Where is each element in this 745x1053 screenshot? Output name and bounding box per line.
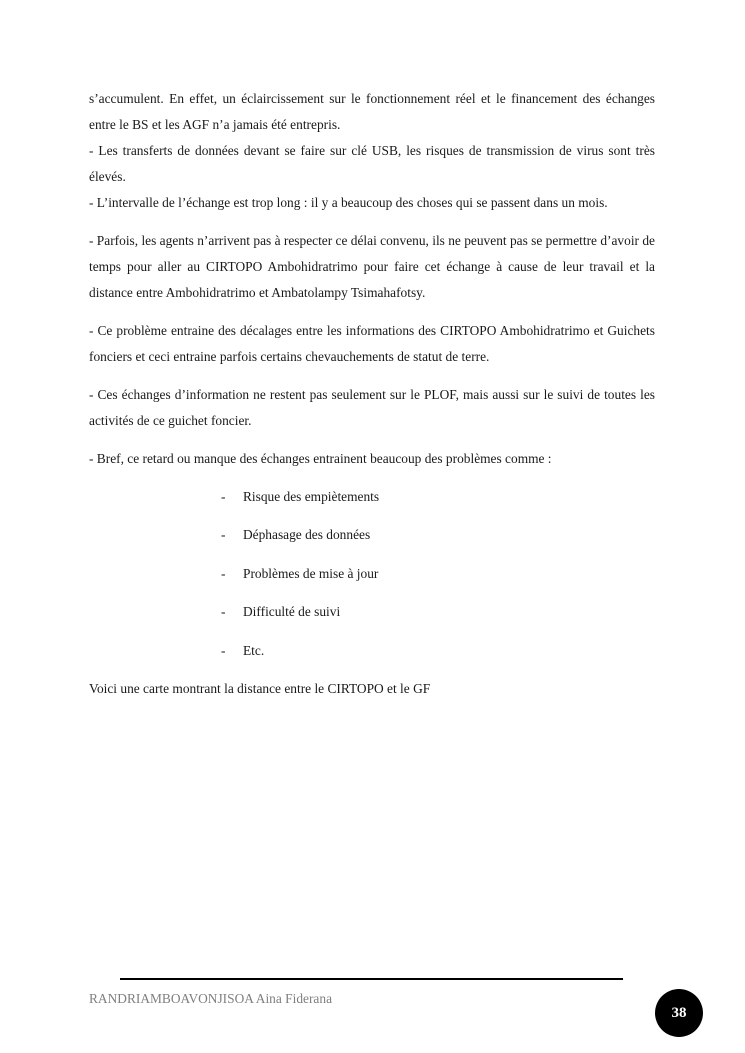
list-item: [89, 599, 655, 625]
paragraph-problems-intro: - Bref, ce retard ou manque des échanges entrainent beaucoup des problèmes comme :: [89, 451, 552, 466]
footer-author: RANDRIAMBOAVONJISOA Aina Fiderana: [89, 991, 333, 1006]
bullet-dash: -: [221, 604, 226, 620]
paragraph-information-gap: - Ce problème entraine des décalages entre les informations des CIRTOPO Ambohidratrimo et Guichets fonciers et ceci entraine parfois certains chevauchements de statut de terre.: [89, 323, 655, 364]
list-item-text: Etc.: [243, 642, 265, 658]
list-item-text: Difficulté de suivi: [243, 604, 341, 620]
closing-sentence: Voici une carte montrant la distance entre le CIRTOPO et le GF: [89, 680, 431, 696]
paragraph-intro: s’accumulent. En effet, un éclaircissement sur le fonctionnement réel et le financement des échanges entre le BS et les AGF n’a jamais été entrepris.: [89, 91, 655, 132]
page-number-badge: 38: [655, 989, 703, 1037]
paragraph-plof-exchanges: - Ces échanges d’information ne restent pas seulement sur le PLOF, mais aussi sur le suivi de toutes les activités de ce guichet foncier.: [89, 387, 655, 428]
paragraph-agents-delay: - Parfois, les agents n’arrivent pas à respecter ce délai convenu, ils ne peuvent pas se permettre d’avoir de temps pour aller au CIRTOPO Ambohidratrimo pour faire cet échange à cause de leur travail et la distance entre Ambohidratrimo et Ambatolampy Tsimahafotsy.: [89, 233, 655, 300]
list-item-text: Problèmes de mise à jour: [243, 565, 379, 581]
list-item: [89, 484, 655, 510]
problems-list: [89, 484, 655, 664]
list-item-text: Risque des empiètements: [243, 489, 380, 504]
bullet-dash: -: [221, 565, 226, 581]
list-item: [89, 638, 655, 664]
list-item-text: Déphasage des données: [243, 527, 371, 543]
paragraph-usb-transfer: - Les transferts de données devant se faire sur clé USB, les risques de transmission de virus sont très élevés.: [89, 143, 655, 184]
bullet-dash: -: [221, 489, 226, 504]
footer-divider: [120, 978, 623, 980]
list-item: [89, 561, 655, 587]
document-body: [89, 86, 655, 702]
bullet-dash: -: [221, 642, 226, 658]
list-item: [89, 522, 655, 548]
bullet-dash: -: [221, 527, 226, 543]
paragraph-exchange-interval: - L’intervalle de l’échange est trop long : il y a beaucoup des choses qui se passent dans un mois.: [89, 195, 608, 210]
